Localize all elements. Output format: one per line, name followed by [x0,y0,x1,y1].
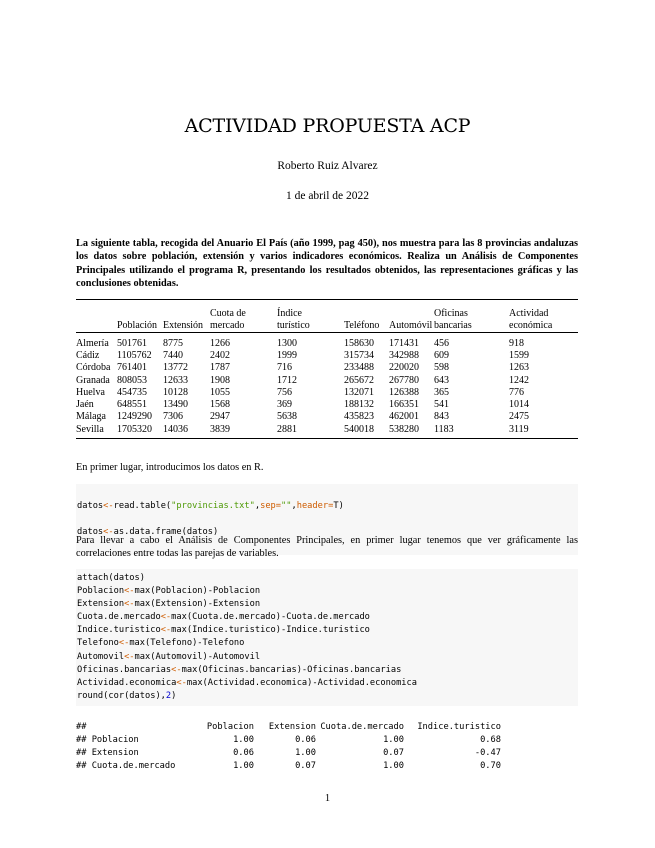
header-line-2: Extensión [163,320,203,331]
table-cell: 2881 [277,423,297,435]
output-cell: -0.47 [474,748,501,759]
code-token: Telefono [77,638,119,649]
table-row [76,411,578,423]
table-cell: Cádiz [76,350,100,361]
document-title: ACTIVIDAD PROPUESTA ACP [184,115,471,137]
table-cell: 315734 [344,350,374,361]
output-cell: ## Extension [76,748,139,759]
code-operator: <- [171,664,182,675]
code-line [76,598,578,611]
code-token: max(Telefono)-Telefono [129,638,245,649]
header-line-2: turístico [277,320,310,331]
table-cell: 1568 [210,399,230,411]
table-cell: Málaga [76,411,106,423]
table-cell: 1055 [210,386,230,398]
table-cell: 538280 [389,423,419,435]
table-cell: 342988 [389,350,419,361]
header-line-2: Teléfono [344,320,380,331]
table-cell: 1014 [509,399,529,411]
header-line-2: bancarias [434,320,472,331]
table-cell: 158630 [344,337,374,349]
data-table [76,302,578,436]
code-line [76,677,578,690]
code-line: datos<-read.table("provincias.txt",sep="",header=T) [77,501,344,512]
table-cell: 598 [434,362,449,374]
output-cell: ## Poblacion [76,735,139,746]
output-header-cell: ## [76,722,87,732]
code-token: Automovil [77,651,125,662]
table-cell: 843 [434,411,449,423]
table-row [76,424,578,436]
code-number: 2 [165,690,172,701]
table-header-cell [117,302,163,332]
paragraph-correlations: Para llevar a cabo el Análisis de Componentes Principales, en primer lugar tenemos que ver gráficamente las correlaciones entre todas las parejas de variables. [76,535,578,560]
date: 1 de abril de 2022 [285,190,370,202]
header-line-2: Población [117,320,157,331]
table-cell: 3119 [509,423,529,435]
table-top-rule [76,299,578,300]
page-number: 1 [324,793,331,804]
code-operator: <- [124,599,135,610]
code-line [76,637,578,650]
output-row [76,734,501,747]
table-cell: 1105762 [117,350,152,361]
code-line [76,572,578,585]
output-cell: 1.00 [233,761,254,772]
table-cell: 233488 [344,362,374,374]
code-token: ) [171,690,177,701]
table-cell: 8775 [163,337,183,349]
table-cell: Granada [76,374,110,386]
table-header-cell [277,302,344,332]
table-cell: Almería [76,337,109,349]
code-token: Oficinas.bancarias [77,664,172,675]
output-cell: 0.07 [295,761,316,772]
code-token: max(Cuota.de.mercado)-Cuota.de.mercado [171,612,370,623]
table-cell: 761401 [117,362,147,374]
table-row [76,332,578,350]
paragraph-intro-data: En primer lugar, introducimos los datos en R. [76,462,264,473]
table-row [76,375,578,387]
code-token: Extension [77,599,125,610]
table-cell: 1599 [509,350,529,361]
table-cell: 716 [277,362,292,374]
table-cell: 12633 [163,374,188,386]
header-line-2: económica [509,320,553,331]
table-cell: 1712 [277,374,297,386]
table-cell: 454735 [117,386,147,398]
table-cell: 1300 [277,337,297,349]
code-line [76,585,578,598]
table-cell: 462001 [389,411,419,423]
table-cell: 1183 [434,423,454,435]
table-cell: 540018 [344,423,374,435]
code-token: Indice.turistico [77,625,161,636]
table-cell: 13772 [163,362,188,374]
code-token: max(Oficinas.bancarias)-Oficinas.bancarias [181,664,402,675]
code-line [76,651,578,664]
table-cell: 5638 [277,411,297,423]
code-line: datos<-as.data.frame(datos) [77,527,219,538]
table-cell: 369 [277,399,292,411]
output-cell: 1.00 [383,761,404,772]
table-cell: 1266 [210,337,230,349]
table-header-rule [76,332,578,333]
header-line-2: Automóvil [389,320,433,331]
code-line [76,690,578,703]
code-token: round(cor(datos), [77,690,166,701]
output-header-cell: Cuota.de.mercado [320,722,404,732]
output-cell: 0.70 [480,761,501,772]
table-header-cell [163,302,210,332]
table-cell: 435823 [344,411,374,423]
table-cell: 7440 [163,350,183,361]
code-token: max(Automovil)-Automovil [134,651,261,662]
output-header-cell: Indice.turistico [417,722,501,732]
code-block-transform [76,569,578,706]
intro-paragraph: La siguiente tabla, recogida del Anuario El País (año 1999, pag 450), nos muestra para las 8 provincias andaluzas los datos sobre población, extensión y varios indicadores económicos. Realiza un Análisis de Componentes Principales utilizando el programa R, presentando los resultados obtenidos, las representaciones gráficas y las conclusiones obtenidas. [76,238,578,290]
table-cell: Huelva [76,386,105,398]
header-line-2: mercado [210,320,245,331]
author: Roberto Ruiz Alvarez [277,160,378,172]
table-cell: 2402 [210,350,230,361]
code-operator: <- [160,625,172,636]
table-header-cell [434,302,509,332]
code-token: attach(datos) [77,573,145,583]
table-cell: 808053 [117,374,147,386]
table-cell: 1263 [509,362,529,374]
header-line-1: Índice [277,308,302,319]
code-token: max(Extension)-Extension [134,599,261,610]
output-row [76,760,501,773]
table-bottom-rule [76,438,578,439]
table-cell: 14036 [163,423,188,435]
output-header-cell: Extension [268,722,316,732]
table-row [76,350,578,362]
header-line-1: Oficinas [434,308,468,319]
code-operator: <- [118,638,130,649]
table-cell: 1249290 [117,411,152,423]
output-cell: 0.06 [233,748,254,759]
table-header-cell [76,302,117,332]
table-header-cell [210,302,277,332]
table-header-cell [389,302,434,332]
code-token: max(Actividad.economica)-Actividad.economica [186,677,417,688]
code-operator: <- [160,612,172,623]
table-cell: 643 [434,374,449,386]
table-cell: 265672 [344,374,374,386]
table-cell: 7306 [163,411,183,423]
output-cell: 1.00 [383,735,404,746]
table-cell: 648551 [117,399,147,411]
table-cell: 456 [434,337,449,349]
table-header-cell [509,302,578,332]
output-header-row [76,721,501,734]
table-cell: 365 [434,386,449,398]
table-cell: 2475 [509,411,529,423]
table-body [76,332,578,436]
table-cell: 1705320 [117,423,152,435]
table-cell: 166351 [389,399,419,411]
table-row [76,362,578,374]
output-cell: 1.00 [295,748,316,759]
code-token: max(Indice.turistico)-Indice.turistico [171,625,370,636]
r-output [76,721,501,773]
table-cell: 3839 [210,423,230,435]
code-token: Cuota.de.mercado [77,612,161,623]
table-cell: 220020 [389,362,419,374]
header-line-1: Actividad [509,308,549,319]
output-cell: 0.07 [383,748,404,759]
table-cell: 776 [509,386,524,398]
code-token: Poblacion [77,586,125,597]
table-cell: 1908 [210,374,230,386]
table-cell: Sevilla [76,423,104,435]
code-operator: <- [176,677,187,688]
output-cell: 1.00 [233,735,254,746]
table-cell: 541 [434,399,449,411]
table-cell: 132071 [344,386,374,398]
output-cell: ## Cuota.de.mercado [76,761,176,772]
output-cell: 0.06 [295,735,316,746]
table-cell: 13490 [163,399,188,411]
code-line [76,611,578,624]
table-cell: 1242 [509,374,529,386]
table-cell: 171431 [389,337,419,349]
table-cell: Córdoba [76,362,111,374]
table-cell: 501761 [117,337,147,349]
table-cell: 1787 [210,362,230,374]
code-operator: <- [124,586,135,597]
table-cell: 756 [277,386,292,398]
table-cell: 918 [509,337,524,349]
code-token: Actividad.economica [77,677,177,688]
output-header-cell: Poblacion [206,722,254,732]
header-line-1: Cuota de [210,308,246,319]
table-row [76,387,578,399]
table-row [76,399,578,411]
table-header-cell [344,302,389,332]
table-cell: 188132 [344,399,374,411]
code-line [76,624,578,637]
output-cell: 0.68 [480,735,501,746]
table-cell: 609 [434,350,449,361]
table-header-row [76,302,578,332]
table-cell: 1999 [277,350,297,361]
code-operator: <- [124,651,135,662]
table-cell: 267780 [389,374,419,386]
table-cell: 126388 [389,386,419,398]
output-row [76,747,501,760]
table-cell: 10128 [163,386,188,398]
code-token: max(Poblacion)-Poblacion [134,586,261,597]
table-cell: 2947 [210,411,230,423]
table-cell: Jaén [76,399,94,411]
code-line [76,664,578,677]
